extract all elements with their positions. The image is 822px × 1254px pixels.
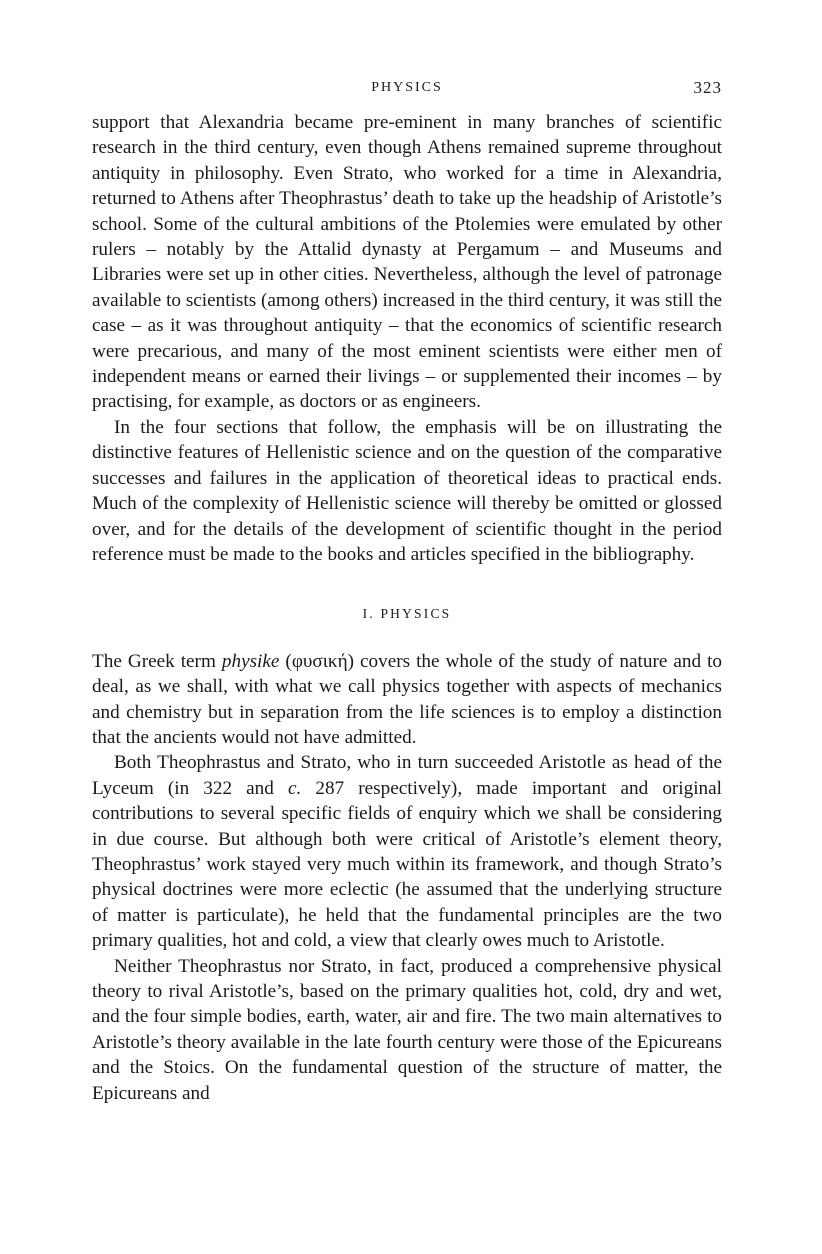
strato-circa: c. [287,777,302,799]
running-head-title: PHYSICS [371,80,443,95]
strato-part1: Both Theophrastus and Strato, who in turn succeeded Aristotle as head of the Lyceum (in 322 and [92,752,722,799]
paragraph-alternatives: Neither Theophrastus nor Strato, in fact, produced a comprehensive physical theory to rival Aristotle’s, based on the primary qualities hot, cold, dry and wet, and the four simple bodies, earth, water, air and fire. The two main alternatives to Aristotle’s theory available in the late fourth century were those of the Epicureans and the Stoics. On the fundamental question of the structure of matter, the Epicureans and [92,955,722,1104]
physike-term: physike [221,650,280,672]
paragraph-theophrastus-strato [92,750,722,953]
page-number: 323 [693,78,722,97]
paragraph-physike [92,649,722,751]
strato-part2: 287 respectively), made important and original contributions to several specific fields of enquiry which we shall be considering in due course. But although both were critical of Aristotle’s element theory, Theophrastus’ work stayed very much within its framework, and though Strato’s physical doctrines were more eclectic (he assumed that the underlying structure of matter is particulate), he held that the fundamental principles are the two primary qualities, hot and cold, a view that clearly owes much to Aristotle. [92,777,722,952]
physike-lead: The Greek term [92,650,222,672]
body-text [92,110,722,1106]
physike-greek: (φυσική) [279,650,354,672]
physike-rest: covers the whole of the study of nature and to deal, as we shall, with what we call physics together with aspects of mechanics and chemistry but in separation from the life sciences is to employ a distinction that the ancients would not have admitted. [92,650,722,748]
paragraph-four-sections: In the four sections that follow, the emphasis will be on illustrating the distinctive features of Hellenistic science and on the question of the comparative successes and failures in the application of theoretical ideas to practical ends. Much of the complexity of Hellenistic science will thereby be omitted or glossed over, and for the details of the development of scientific thought in the period reference must be made to the books and articles specified in the bibliography. [92,416,722,565]
book-page [92,78,722,1106]
running-head [92,78,722,104]
section-heading: I. PHYSICS [362,606,452,622]
paragraph-continued: support that Alexandria became pre-eminent in many branches of scientific research in the third century, even though Athens remained supreme throughout antiquity in philosophy. Even Strato, who worked for a time in Alexandria, returned to Athens after Theophrastus’ death to take up the headship of Aristotle’s school. Some of the cultural ambitions of the Ptolemies were emulated by other rulers – notably by the Attalid dynasty at Pergamum – and Museums and Libraries were set up in other cities. Nevertheless, although the level of patronage available to scientists (among others) increased in the third century, it was still the case – as it was throughout antiquity – that the economics of scientific research were precarious, and many of the most eminent scientists were either men of independent means or earned their livings – or supplemented their incomes – by practising, for example, as doctors or as engineers. [92,112,722,413]
